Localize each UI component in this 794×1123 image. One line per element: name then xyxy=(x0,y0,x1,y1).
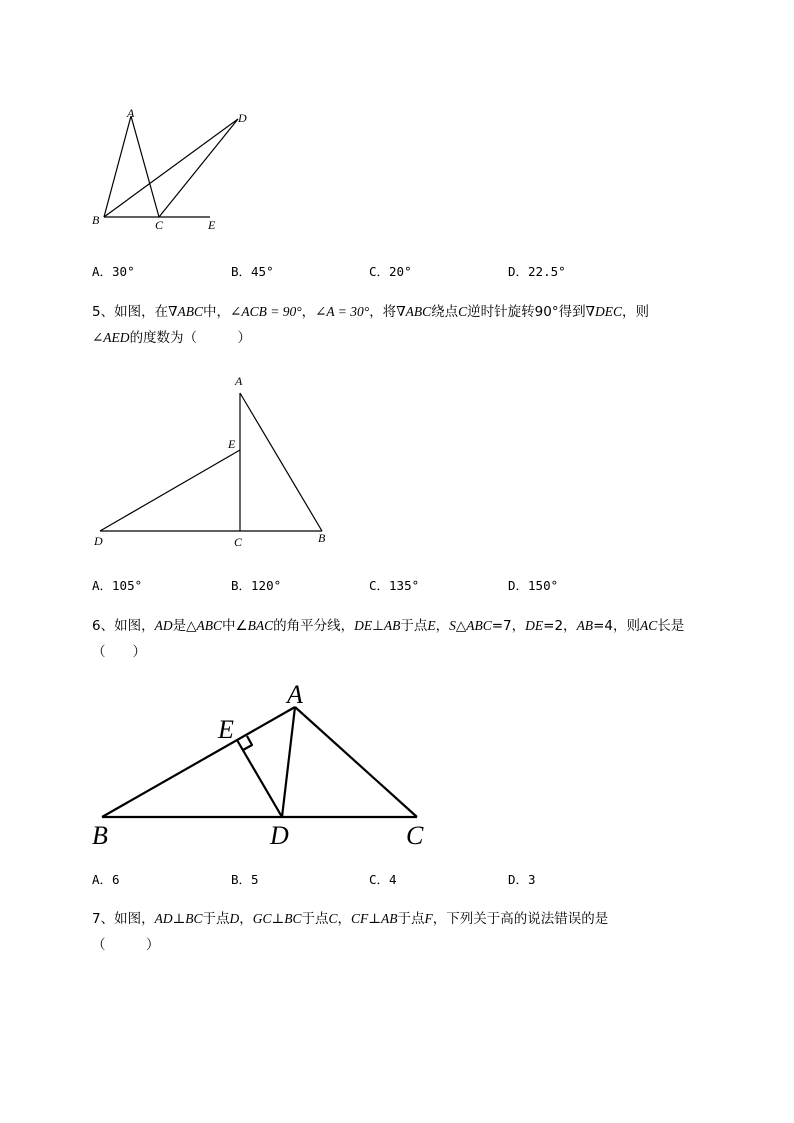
q4-options xyxy=(92,262,692,282)
q4-option-c[interactable]: C．20° xyxy=(369,264,412,279)
label-d: D xyxy=(270,821,289,850)
math-condition: AD⊥BC xyxy=(154,911,203,926)
text: 于点 xyxy=(202,911,230,927)
label-e: E xyxy=(218,715,234,744)
label-c: C xyxy=(406,821,424,850)
q6-option-c[interactable]: C．4 xyxy=(369,872,397,887)
math-segment: DE xyxy=(354,618,373,633)
math-condition: GC⊥BC xyxy=(252,911,302,926)
text: ， xyxy=(337,911,352,927)
text: ， xyxy=(435,618,450,634)
question-5-line-2 xyxy=(92,325,732,351)
label-c: C xyxy=(234,535,243,549)
answer-blank: （ ） xyxy=(92,937,160,953)
text: =4，则 xyxy=(593,618,640,634)
math-angle: ∠A = 30° xyxy=(315,304,370,319)
text: =2， xyxy=(543,618,577,634)
text: 如图， xyxy=(114,618,155,634)
text: ， xyxy=(301,304,316,320)
text: 如图， xyxy=(114,911,155,927)
text: 是△ xyxy=(172,618,197,634)
math-triangle: ∇ABC xyxy=(168,304,204,319)
label-a: A xyxy=(287,680,303,709)
text: 的度数为（ ） xyxy=(129,330,252,346)
math-area: S△ABC xyxy=(449,618,492,633)
label-a: A xyxy=(235,374,243,388)
text: 中∠ xyxy=(221,618,248,634)
question-5-line-1 xyxy=(92,299,732,325)
figure-q6-angle-bisector xyxy=(88,678,438,853)
question-6 xyxy=(92,613,732,665)
label-e: E xyxy=(228,437,236,451)
text: 于点 xyxy=(301,911,329,927)
q6-option-b[interactable]: B．5 xyxy=(231,872,259,887)
figure-q5-rotation xyxy=(88,370,338,555)
math-point: E xyxy=(427,618,436,633)
text: =7， xyxy=(491,618,526,634)
text: ，则 xyxy=(622,304,650,320)
math-segment: DE xyxy=(525,618,544,633)
text: 绕点 xyxy=(431,304,459,320)
q4-option-d[interactable]: D．22.5° xyxy=(508,264,566,279)
text: ， xyxy=(239,911,253,927)
math-point: C xyxy=(458,304,468,319)
math-triangle: ∇ABC xyxy=(396,304,432,319)
label-b: B xyxy=(318,531,326,545)
q4-option-b[interactable]: B．45° xyxy=(231,264,274,279)
question-5 xyxy=(92,299,732,351)
text: 中， xyxy=(203,304,231,320)
question-number: 7、 xyxy=(92,911,115,927)
label-b: B xyxy=(92,213,100,227)
question-7 xyxy=(92,906,732,958)
q5-option-d[interactable]: D．150° xyxy=(508,578,559,593)
text: ，将 xyxy=(369,304,397,320)
math-angle: BAC xyxy=(247,618,274,633)
math-condition: CF⊥AB xyxy=(351,911,398,926)
math-point: D xyxy=(229,911,240,926)
math-segment: AB xyxy=(383,618,401,633)
label-b: B xyxy=(92,821,108,850)
math-segment: AD xyxy=(154,618,173,633)
math-segment: AB xyxy=(576,618,594,633)
question-6-line-1 xyxy=(92,613,732,639)
question-7-line-1 xyxy=(92,906,732,932)
text: 长是 xyxy=(657,618,685,634)
text: 的角平分线， xyxy=(273,618,355,634)
q6-option-a[interactable]: A．6 xyxy=(92,872,120,887)
q6-options xyxy=(92,870,692,890)
math-angle: ∠AED xyxy=(92,330,130,345)
math-angle: ∠ACB = 90° xyxy=(230,304,302,319)
figure-q4-triangle xyxy=(88,104,258,236)
text: 如图，在 xyxy=(114,304,169,320)
q5-options xyxy=(92,576,692,596)
q6-option-d[interactable]: D．3 xyxy=(508,872,536,887)
label-e: E xyxy=(208,218,216,232)
text: ⊥ xyxy=(372,618,384,634)
math-triangle: ∇DEC xyxy=(585,304,623,319)
text: 于点 xyxy=(400,618,428,634)
text: 于点 xyxy=(397,911,425,927)
label-a: A xyxy=(127,106,135,120)
math-segment: AC xyxy=(639,618,658,633)
label-d: D xyxy=(238,111,247,125)
question-number: 5、 xyxy=(92,304,115,320)
q4-option-a[interactable]: A．30° xyxy=(92,264,135,279)
q5-option-a[interactable]: A．105° xyxy=(92,578,143,593)
math-point: F xyxy=(424,911,433,926)
label-c: C xyxy=(155,218,164,232)
question-7-line-2 xyxy=(92,932,732,958)
question-6-line-2 xyxy=(92,639,732,665)
text: ，下列关于高的说法错误的是 xyxy=(432,911,609,927)
question-number: 6、 xyxy=(92,618,115,634)
text: 逆时针旋转90°得到 xyxy=(467,304,586,320)
math-point: C xyxy=(328,911,338,926)
math-triangle: ABC xyxy=(196,618,222,633)
q5-option-c[interactable]: C．135° xyxy=(369,578,420,593)
label-d: D xyxy=(94,534,103,548)
answer-blank: （ ） xyxy=(92,644,146,660)
q5-option-b[interactable]: B．120° xyxy=(231,578,282,593)
